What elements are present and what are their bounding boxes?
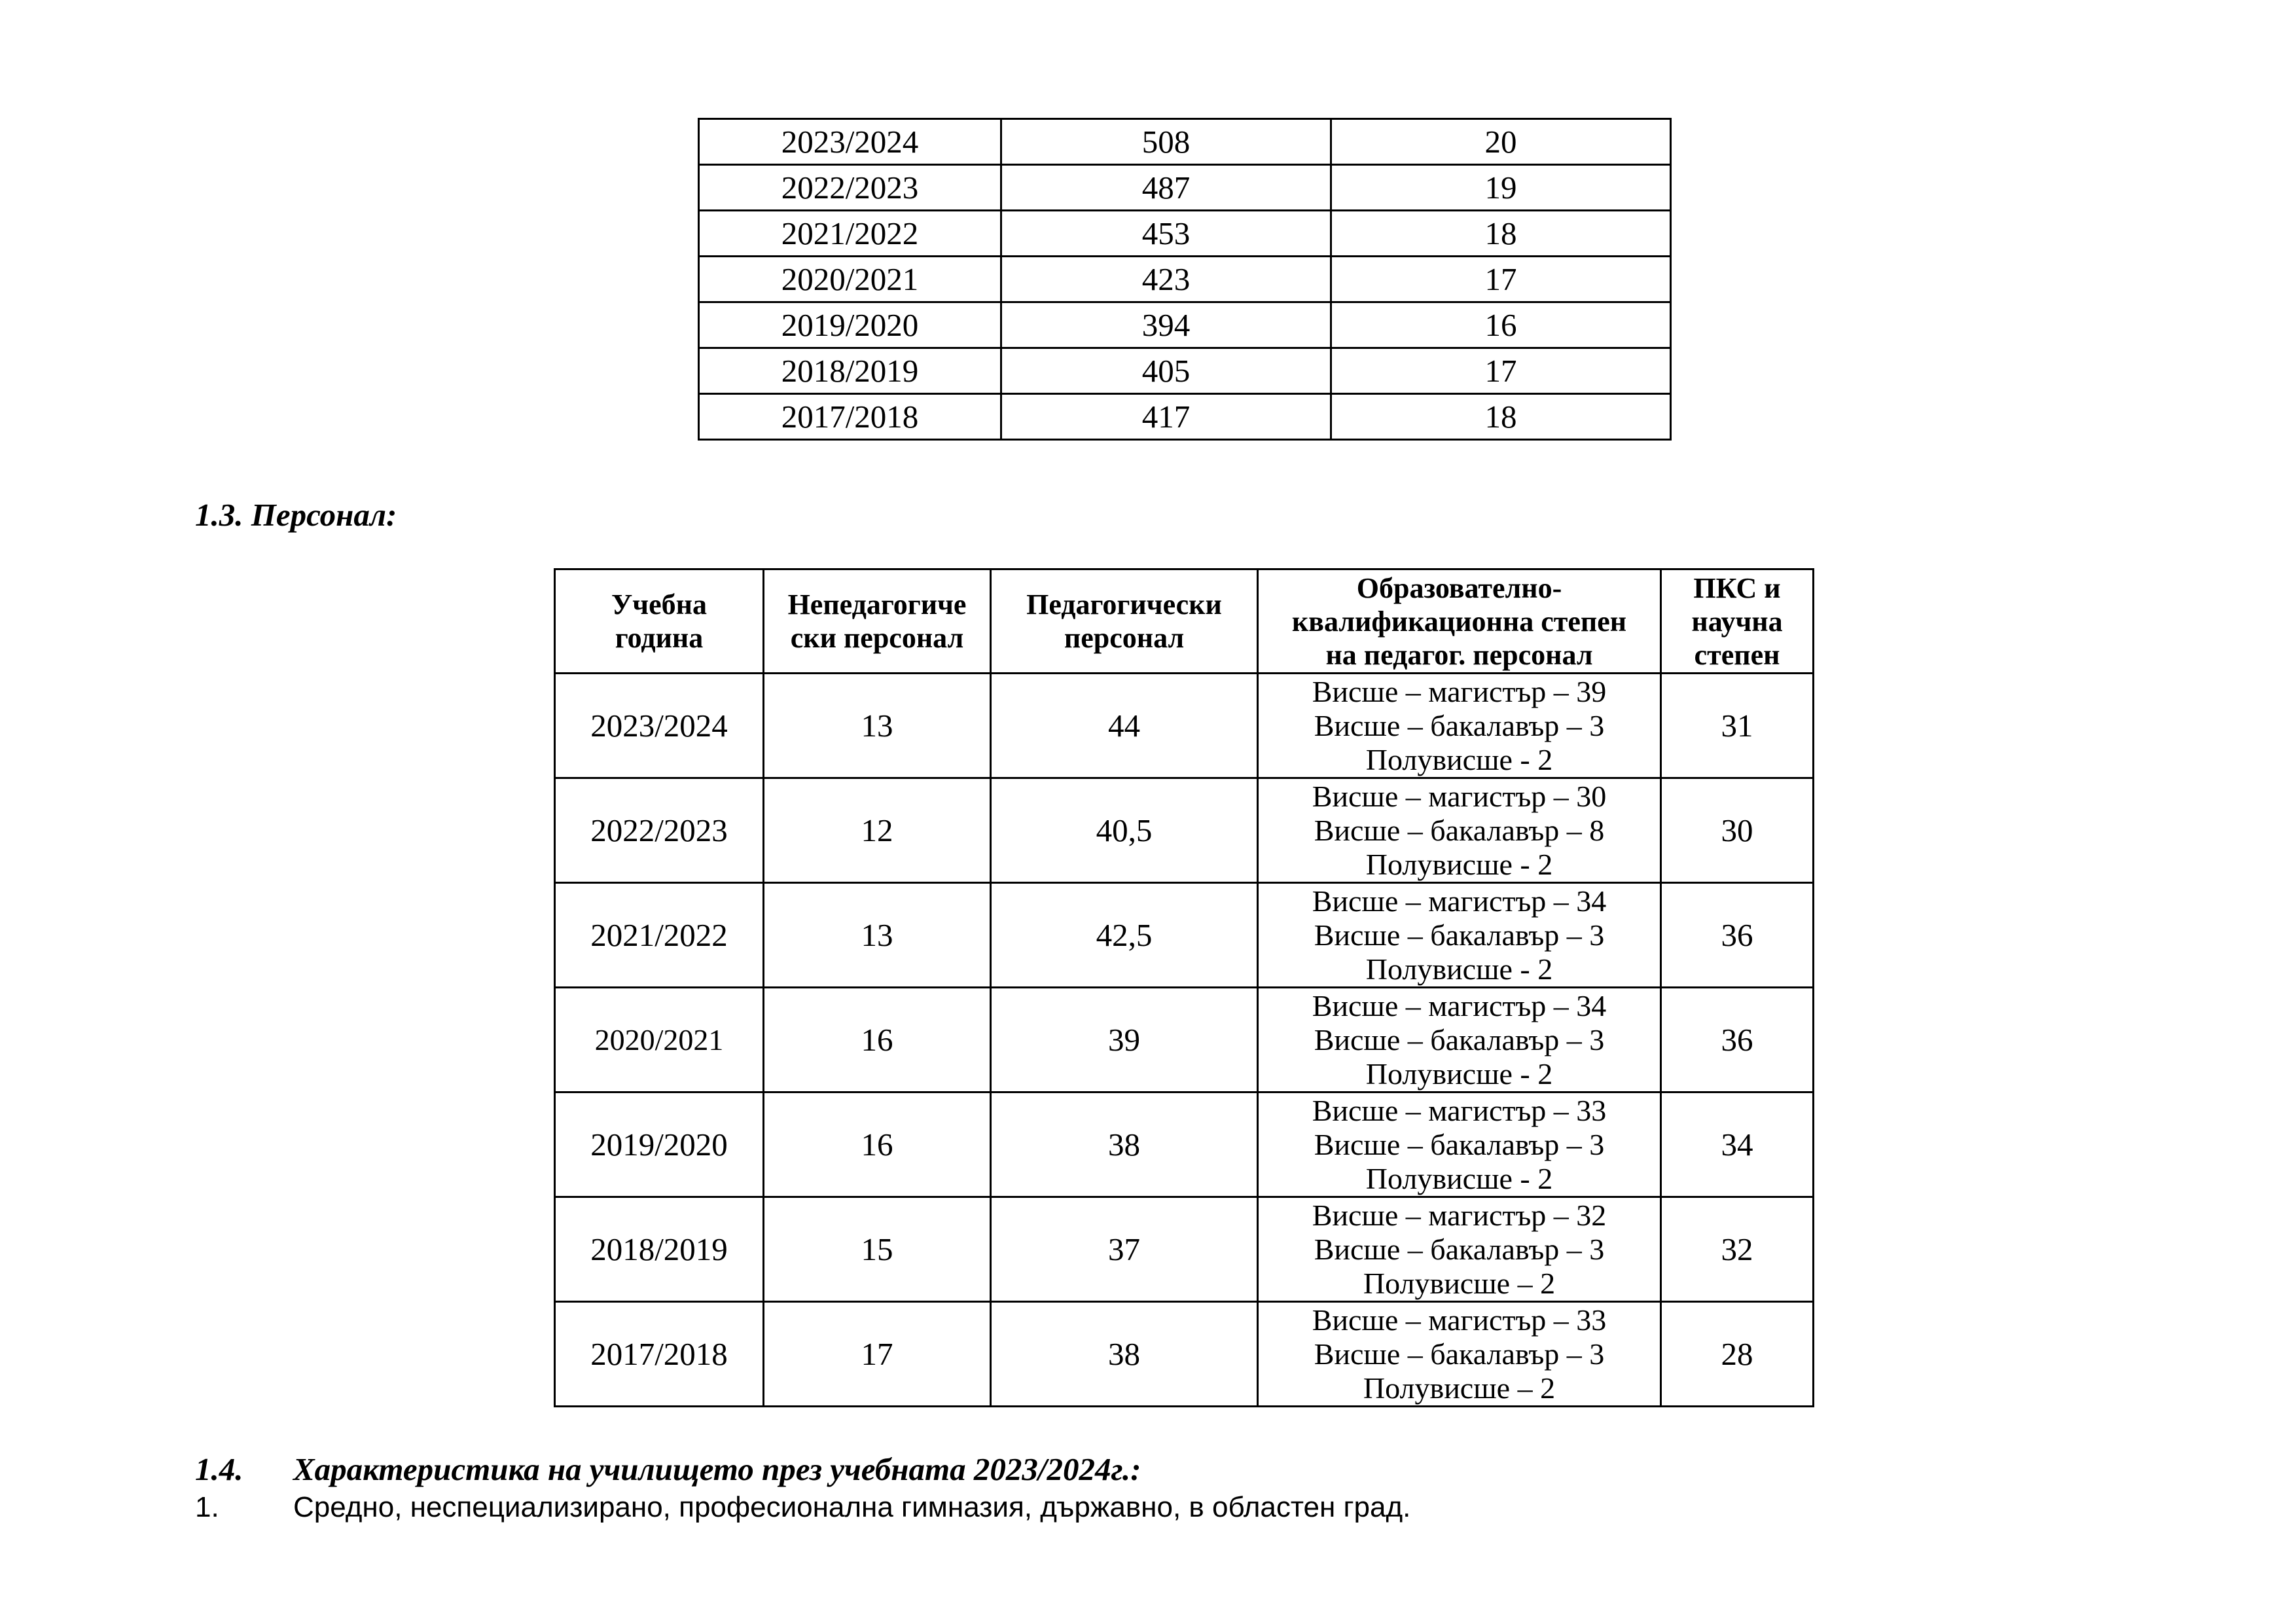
non-teaching-cell: 16 (764, 1092, 991, 1197)
edu-line: Полувисше - 2 (1365, 742, 1553, 776)
year-cell: 2021/2022 (555, 883, 764, 988)
header-education-degree (1258, 569, 1661, 674)
classes-cell: 19 (1331, 165, 1671, 211)
teaching-cell: 38 (991, 1302, 1258, 1407)
year-cell: 2022/2023 (555, 778, 764, 883)
edu-line: Висше – магистър – 39 (1312, 674, 1607, 708)
year-cell: 2023/2024 (555, 674, 764, 778)
pks-cell: 34 (1661, 1092, 1814, 1197)
classes-cell: 16 (1331, 302, 1671, 348)
table-row (699, 348, 1671, 394)
students-cell: 394 (1001, 302, 1331, 348)
edu-line: Висше – магистър – 33 (1312, 1303, 1607, 1337)
year-cell: 2023/2024 (699, 119, 1001, 165)
classes-cell: 17 (1331, 257, 1671, 302)
header-academic-year (555, 569, 764, 674)
edu-line: Висше – бакалавър – 3 (1314, 1127, 1605, 1161)
students-cell: 405 (1001, 348, 1331, 394)
year-cell: 2022/2023 (699, 165, 1001, 211)
table-row (699, 211, 1671, 257)
edu-line: Висше – бакалавър – 3 (1314, 708, 1605, 742)
pks-cell: 32 (1661, 1197, 1814, 1302)
personnel-table (554, 568, 1814, 1407)
edu-line: Полувисше - 2 (1365, 847, 1553, 881)
education-cell (1258, 1197, 1661, 1302)
table-row (699, 257, 1671, 302)
edu-line: Висше – бакалавър – 3 (1314, 1337, 1605, 1371)
header-line: Образователно- (1356, 571, 1562, 604)
table-row (699, 165, 1671, 211)
edu-line: Висше – магистър – 34 (1312, 884, 1607, 918)
edu-line: Полувисше – 2 (1363, 1266, 1556, 1300)
table-row (555, 1092, 1814, 1197)
header-line: Непедагогиче (787, 588, 967, 621)
teaching-cell: 39 (991, 988, 1258, 1092)
header-line: научна (1691, 605, 1783, 638)
header-line: ПКС и (1693, 571, 1781, 604)
edu-line: Полувисше - 2 (1365, 1056, 1553, 1091)
education-cell (1258, 1302, 1661, 1407)
non-teaching-cell: 12 (764, 778, 991, 883)
students-cell: 508 (1001, 119, 1331, 165)
non-teaching-cell: 17 (764, 1302, 991, 1407)
edu-line: Висше – бакалавър – 3 (1314, 918, 1605, 952)
list-item-number: 1. (195, 1491, 219, 1523)
teaching-cell: 37 (991, 1197, 1258, 1302)
students-cell: 487 (1001, 165, 1331, 211)
edu-line: Висше – бакалавър – 3 (1314, 1232, 1605, 1266)
edu-line: Висше – магистър – 32 (1312, 1198, 1607, 1232)
teaching-cell: 44 (991, 674, 1258, 778)
teaching-cell: 38 (991, 1092, 1258, 1197)
classes-cell: 17 (1331, 348, 1671, 394)
header-row (555, 569, 1814, 674)
pks-cell: 36 (1661, 988, 1814, 1092)
edu-line: Полувисше - 2 (1365, 952, 1553, 986)
year-cell: 2020/2021 (555, 988, 764, 1092)
header-line: на педагог. персонал (1325, 638, 1593, 671)
pks-cell: 36 (1661, 883, 1814, 988)
year-cell: 2020/2021 (699, 257, 1001, 302)
section-heading-characteristics: Характеристика на училището през учебната 2023/2024г.: (293, 1451, 1141, 1487)
section-number: 1.4. (195, 1451, 243, 1487)
edu-line: Полувисше – 2 (1363, 1371, 1556, 1405)
edu-line: Висше – бакалавър – 8 (1314, 813, 1605, 847)
non-teaching-cell: 13 (764, 883, 991, 988)
table-row (555, 1197, 1814, 1302)
table-row (699, 302, 1671, 348)
pks-cell: 30 (1661, 778, 1814, 883)
students-cell: 423 (1001, 257, 1331, 302)
header-non-teaching-staff (764, 569, 991, 674)
enrollment-table (698, 118, 1672, 441)
year-cell: 2019/2020 (699, 302, 1001, 348)
non-teaching-cell: 15 (764, 1197, 991, 1302)
header-line: Педагогически (1026, 588, 1222, 621)
edu-line: Висше – бакалавър – 3 (1314, 1022, 1605, 1056)
table-row (555, 778, 1814, 883)
table-row (555, 883, 1814, 988)
header-line: квалификационна степен (1291, 605, 1627, 638)
students-cell: 417 (1001, 394, 1331, 440)
table-row (555, 988, 1814, 1092)
year-cell: 2017/2018 (699, 394, 1001, 440)
edu-line: Полувисше - 2 (1365, 1161, 1553, 1195)
education-cell (1258, 778, 1661, 883)
table-row (699, 119, 1671, 165)
classes-cell: 20 (1331, 119, 1671, 165)
list-item-text: Средно, неспециализирано, професионална гимназия, държавно, в областен град. (293, 1491, 1411, 1523)
edu-line: Висше – магистър – 30 (1312, 779, 1607, 813)
edu-line: Висше – магистър – 33 (1312, 1093, 1607, 1127)
year-cell: 2019/2020 (555, 1092, 764, 1197)
header-line: персонал (1064, 622, 1185, 654)
year-cell: 2021/2022 (699, 211, 1001, 257)
teaching-cell: 42,5 (991, 883, 1258, 988)
pks-cell: 31 (1661, 674, 1814, 778)
header-teaching-staff (991, 569, 1258, 674)
non-teaching-cell: 13 (764, 674, 991, 778)
header-line: година (615, 622, 704, 654)
teaching-cell: 40,5 (991, 778, 1258, 883)
education-cell (1258, 988, 1661, 1092)
non-teaching-cell: 16 (764, 988, 991, 1092)
section-heading-personnel: 1.3. Персонал: (195, 497, 397, 533)
year-cell: 2018/2019 (699, 348, 1001, 394)
classes-cell: 18 (1331, 394, 1671, 440)
header-pks-degree (1661, 569, 1814, 674)
education-cell (1258, 1092, 1661, 1197)
table-row (699, 394, 1671, 440)
students-cell: 453 (1001, 211, 1331, 257)
year-cell: 2018/2019 (555, 1197, 764, 1302)
header-line: Учебна (611, 588, 707, 621)
pks-cell: 28 (1661, 1302, 1814, 1407)
table-row (555, 674, 1814, 778)
classes-cell: 18 (1331, 211, 1671, 257)
education-cell (1258, 883, 1661, 988)
header-line: степен (1694, 638, 1780, 671)
education-cell (1258, 674, 1661, 778)
header-line: ски персонал (790, 622, 964, 654)
table-row (555, 1302, 1814, 1407)
edu-line: Висше – магистър – 34 (1312, 988, 1607, 1022)
year-cell: 2017/2018 (555, 1302, 764, 1407)
